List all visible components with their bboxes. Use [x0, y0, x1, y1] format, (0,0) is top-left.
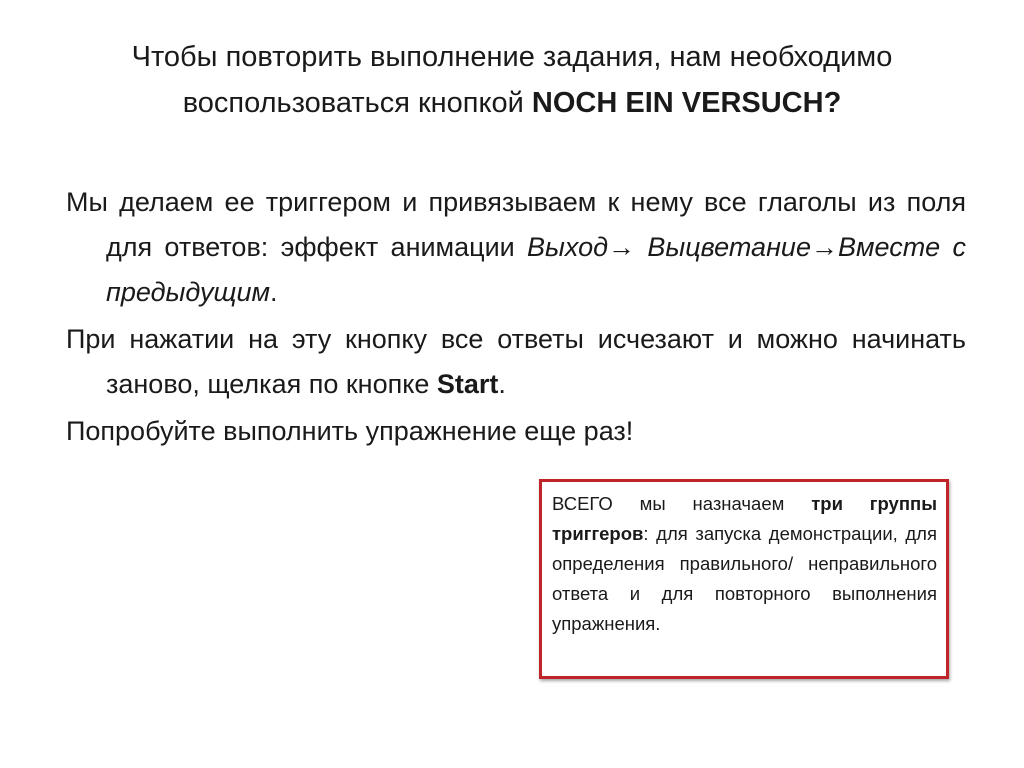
paragraph-try-again-text: Попробуйте выполнить упражнение еще раз!: [66, 416, 634, 446]
start-button-name: Start: [436, 369, 499, 399]
paragraph-restart-text: При нажатии на эту кнопку все ответы исчезают и можно начинать заново, щелкая по кнопке: [66, 324, 966, 399]
note-text: [552, 489, 937, 639]
note-highlight: три группы триггеров: [552, 493, 937, 544]
note-text-start: ВСЕГО мы назначаем: [552, 493, 812, 514]
paragraph-trigger-text: Мы делаем ее триггером и привязываем к нему все глаголы из поля для ответов: эффект анимации: [66, 187, 966, 262]
paragraph-trigger: [66, 180, 966, 315]
paragraph-restart: [66, 317, 966, 407]
slide-title: [40, 34, 984, 126]
paragraph-restart-end: .: [498, 369, 506, 399]
title-button-name: NOCH EIN VERSUCH?: [531, 87, 842, 119]
animation-effect-path: Выход→ Выцветание→Вместе с предыдущим: [106, 232, 966, 307]
body-text: [66, 180, 966, 456]
title-text: Чтобы повторить выполнение задания, нам необходимо воспользоваться кнопкой: [131, 41, 893, 119]
note-box: [539, 479, 949, 679]
paragraph-try-again: [66, 409, 966, 454]
paragraph-trigger-end: .: [270, 277, 278, 307]
note-text-end: : для запуска демонстрации, для определения правильного/ неправильного ответа и для повторного выполнения упражнения.: [552, 523, 937, 634]
